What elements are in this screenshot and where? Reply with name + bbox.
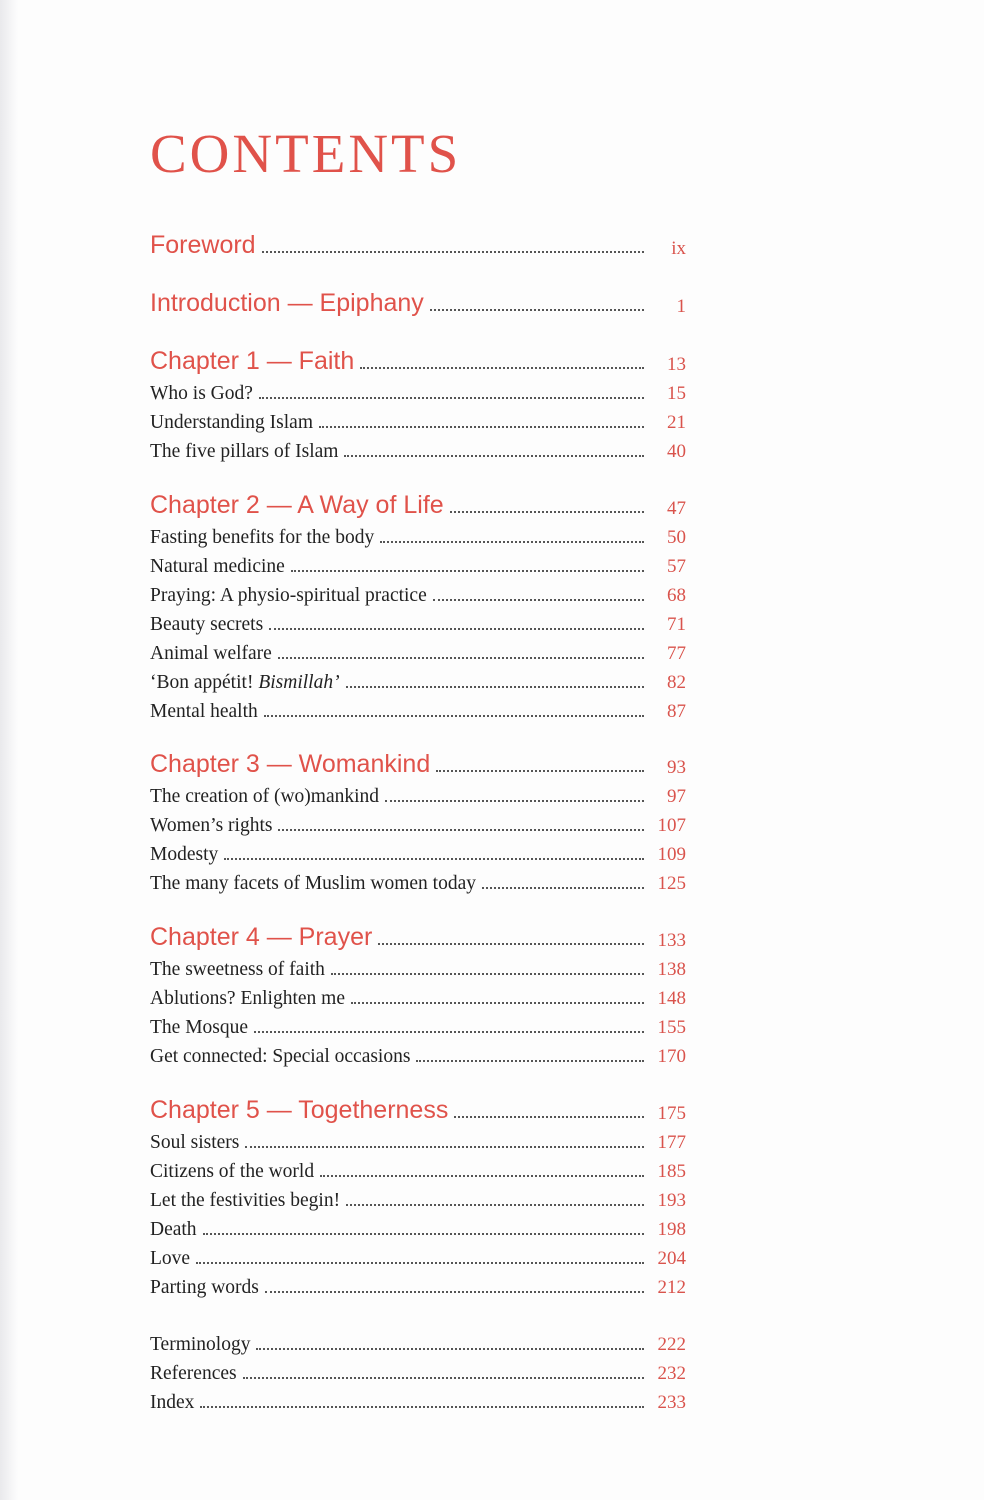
toc-entry-label-text: Who is God?	[150, 383, 253, 404]
dot-leader	[245, 1146, 644, 1148]
toc-page-number: 204	[657, 1248, 686, 1269]
toc-page-number: 175	[657, 1103, 686, 1124]
toc-entry[interactable]	[150, 807, 686, 837]
toc-entry-label-text: Animal welfare	[150, 643, 272, 664]
toc-entry-label-text: Citizens of the world	[150, 1161, 315, 1182]
toc-entry-label-text: Foreword	[150, 231, 256, 259]
toc-entry-label	[150, 988, 351, 1010]
toc-entry-label-text: Women’s rights	[150, 815, 273, 836]
toc-entry-label	[150, 231, 262, 260]
toc-entry-label-text: Index	[150, 1392, 195, 1413]
toc-heading[interactable]	[150, 288, 686, 318]
toc-heading[interactable]	[150, 490, 686, 520]
toc-page-number: 198	[657, 1219, 686, 1240]
toc-page-number: 170	[657, 1046, 686, 1067]
toc-page-number: 82	[667, 672, 686, 693]
dot-leader	[265, 1291, 644, 1293]
toc-entry[interactable]	[150, 1211, 686, 1241]
toc-entry-label-text: Chapter 4 — Prayer	[150, 923, 373, 951]
toc-entry-label-text: Chapter 1 — Faith	[150, 347, 355, 375]
toc-entry[interactable]	[150, 664, 686, 694]
toc-entry-label-text: Modesty	[150, 844, 219, 865]
dot-leader	[385, 800, 644, 802]
toc-page-number: 1	[676, 296, 686, 317]
dot-leader	[259, 397, 644, 399]
dot-leader	[200, 1406, 644, 1408]
dot-leader	[243, 1377, 644, 1379]
dot-leader	[436, 770, 644, 772]
toc-page-number: 57	[667, 556, 686, 577]
toc-entry-label	[150, 1219, 203, 1241]
toc-entry[interactable]	[150, 635, 686, 665]
toc-entry-label	[150, 527, 380, 549]
toc-entry-label	[150, 672, 346, 694]
toc-entry-label-text: Praying: A physio-spiritual practice	[150, 585, 427, 606]
dot-leader	[380, 541, 644, 543]
toc-entry-label	[150, 1248, 196, 1270]
toc-entry-label	[150, 556, 291, 578]
toc-page-number: 155	[657, 1017, 686, 1038]
toc-entry-label	[150, 1392, 200, 1414]
dot-leader	[360, 367, 644, 369]
toc-entry-label	[150, 844, 224, 866]
toc-entry-label	[150, 1161, 320, 1183]
toc-entry-label	[150, 441, 344, 463]
dot-leader	[262, 251, 644, 253]
toc-entry[interactable]	[150, 1326, 686, 1356]
toc-entry[interactable]	[150, 1269, 686, 1299]
toc-entry-label	[150, 1017, 254, 1039]
toc-entry-label-text: Beauty secrets	[150, 614, 264, 635]
toc-entry[interactable]	[150, 577, 686, 607]
dot-leader	[416, 1060, 644, 1062]
toc-entry[interactable]	[150, 1182, 686, 1212]
dot-leader	[278, 657, 644, 659]
toc-page-number: 93	[667, 757, 686, 778]
toc-entry-label-text: Introduction — Epiphany	[150, 289, 424, 317]
toc-heading[interactable]	[150, 346, 686, 376]
toc-entry[interactable]	[150, 1384, 686, 1414]
toc-page-number: 50	[667, 527, 686, 548]
toc-entry-label	[150, 1363, 243, 1385]
toc-entry-label-text: The Mosque	[150, 1017, 249, 1038]
toc-entry[interactable]	[150, 1038, 686, 1068]
dot-leader	[346, 686, 644, 688]
dot-leader	[254, 1031, 644, 1033]
dot-leader	[331, 973, 644, 975]
toc-entry[interactable]	[150, 548, 686, 578]
toc-entry-label	[150, 383, 259, 405]
toc-entry-label	[150, 643, 278, 665]
toc-entry[interactable]	[150, 375, 686, 405]
toc-page-number: 185	[657, 1161, 686, 1182]
toc-entry-label	[150, 786, 385, 808]
toc-entry[interactable]	[150, 404, 686, 434]
toc-heading[interactable]	[150, 922, 686, 952]
toc-entry-label-text: Chapter 2 — A Way of Life	[150, 491, 444, 519]
toc-entry-label	[150, 1046, 416, 1068]
dot-leader	[319, 426, 644, 428]
toc-entry[interactable]	[150, 519, 686, 549]
toc-entry-label-text: Soul sisters	[150, 1132, 240, 1153]
toc-entry-label	[150, 1096, 454, 1125]
toc-entry-label	[150, 815, 278, 837]
toc-heading[interactable]	[150, 230, 686, 260]
toc-entry-label-text: The five pillars of Islam	[150, 441, 339, 462]
dot-leader	[264, 715, 644, 717]
dot-leader	[346, 1204, 644, 1206]
toc-entry-label-text: The creation of (wo)mankind	[150, 786, 380, 807]
toc-entry-label-italic: Bismillah’	[258, 672, 340, 693]
toc-entry[interactable]	[150, 836, 686, 866]
toc-entry[interactable]	[150, 865, 686, 895]
dot-leader	[256, 1348, 644, 1350]
toc-entry-label-text: Understanding Islam	[150, 412, 314, 433]
dot-leader	[378, 943, 644, 945]
dot-leader	[454, 1116, 644, 1118]
toc-page-number: 109	[657, 844, 686, 865]
toc-page-number: 193	[657, 1190, 686, 1211]
toc-heading[interactable]	[150, 749, 686, 779]
dot-leader	[430, 309, 644, 311]
toc-entry-label-text: Love	[150, 1248, 191, 1269]
dot-leader	[482, 887, 644, 889]
toc-entry[interactable]	[150, 1355, 686, 1385]
dot-leader	[433, 599, 644, 601]
toc-entry[interactable]	[150, 433, 686, 463]
toc-entry-label	[150, 585, 433, 607]
toc-page-number: 21	[667, 412, 686, 433]
toc-entry-label-text: Let the festivities begin!	[150, 1190, 341, 1211]
toc-entry-label-text: Chapter 5 — Togetherness	[150, 1096, 449, 1124]
toc-entry[interactable]	[150, 1240, 686, 1270]
toc-page-number: 77	[667, 643, 686, 664]
toc-page-number: 40	[667, 441, 686, 462]
toc-entry-label	[150, 614, 269, 636]
toc-page-number: 233	[657, 1392, 686, 1413]
toc-page-number: 15	[667, 383, 686, 404]
toc-page-number: 68	[667, 585, 686, 606]
page-title: CONTENTS	[150, 123, 462, 184]
toc-page-number: 222	[657, 1334, 686, 1355]
toc-entry[interactable]	[150, 1153, 686, 1183]
toc-entry[interactable]	[150, 980, 686, 1010]
toc-entry-label	[150, 959, 331, 981]
dot-leader	[344, 455, 644, 457]
toc-entry-label	[150, 1277, 265, 1299]
toc-entry-label	[150, 873, 482, 895]
dot-leader	[224, 858, 644, 860]
dot-leader	[269, 628, 644, 630]
toc-entry-label-text: Natural medicine	[150, 556, 285, 577]
toc-entry-label-text: Parting words	[150, 1277, 259, 1298]
toc-entry-label	[150, 701, 264, 723]
toc-entry-label-text: Ablutions? Enlighten me	[150, 988, 345, 1009]
toc-entry-label-text: The many facets of Muslim women today	[150, 873, 477, 894]
toc-entry-label	[150, 491, 450, 520]
toc-entry-label	[150, 1190, 346, 1212]
toc-entry-label	[150, 1132, 245, 1154]
toc-page-number: ix	[671, 238, 686, 259]
toc-entry-label-text: ‘Bon appétit!	[150, 672, 259, 693]
toc-page-number: 125	[657, 873, 686, 894]
toc-entry-label-text: Fasting benefits for the body	[150, 527, 375, 548]
toc-entry-label-text: Chapter 3 — Womankind	[150, 750, 431, 778]
dot-leader	[203, 1233, 644, 1235]
toc-page-number: 212	[657, 1277, 686, 1298]
toc-page-number: 177	[657, 1132, 686, 1153]
dot-leader	[351, 1002, 644, 1004]
toc-page-number: 13	[667, 354, 686, 375]
toc-entry-label-text: Terminology	[150, 1334, 251, 1355]
toc-entry-label	[150, 347, 360, 376]
toc-entry[interactable]	[150, 778, 686, 808]
toc-page-number: 71	[667, 614, 686, 635]
dot-leader	[196, 1262, 644, 1264]
toc-entry-label	[150, 412, 319, 434]
toc-entry-label	[150, 289, 430, 318]
toc-page-number: 232	[657, 1363, 686, 1384]
toc-page-number: 47	[667, 498, 686, 519]
dot-leader	[450, 511, 644, 513]
toc-entry-label-text: References	[150, 1363, 237, 1384]
toc-entry-label	[150, 750, 436, 779]
toc-page-number: 133	[657, 930, 686, 951]
toc-entry[interactable]	[150, 1009, 686, 1039]
toc-page-number: 138	[657, 959, 686, 980]
toc-entry-label-text: Get connected: Special occasions	[150, 1046, 411, 1067]
toc-entry-label-text: Mental health	[150, 701, 258, 722]
toc-page-number: 97	[667, 786, 686, 807]
dot-leader	[291, 570, 644, 572]
toc-entry-label	[150, 923, 378, 952]
toc-page-number: 87	[667, 701, 686, 722]
toc-entry[interactable]	[150, 606, 686, 636]
toc-entry-label-text: Death	[150, 1219, 197, 1240]
toc-entry-label	[150, 1334, 256, 1356]
toc-entry[interactable]	[150, 1124, 686, 1154]
toc-page-number: 107	[657, 815, 686, 836]
toc-entry[interactable]	[150, 693, 686, 723]
dot-leader	[278, 829, 644, 831]
page-edge-shadow	[0, 0, 18, 1500]
dot-leader	[320, 1175, 644, 1177]
toc-entry[interactable]	[150, 951, 686, 981]
toc-page-number: 148	[657, 988, 686, 1009]
toc-heading[interactable]	[150, 1095, 686, 1125]
toc-entry-label-text: The sweetness of faith	[150, 959, 325, 980]
